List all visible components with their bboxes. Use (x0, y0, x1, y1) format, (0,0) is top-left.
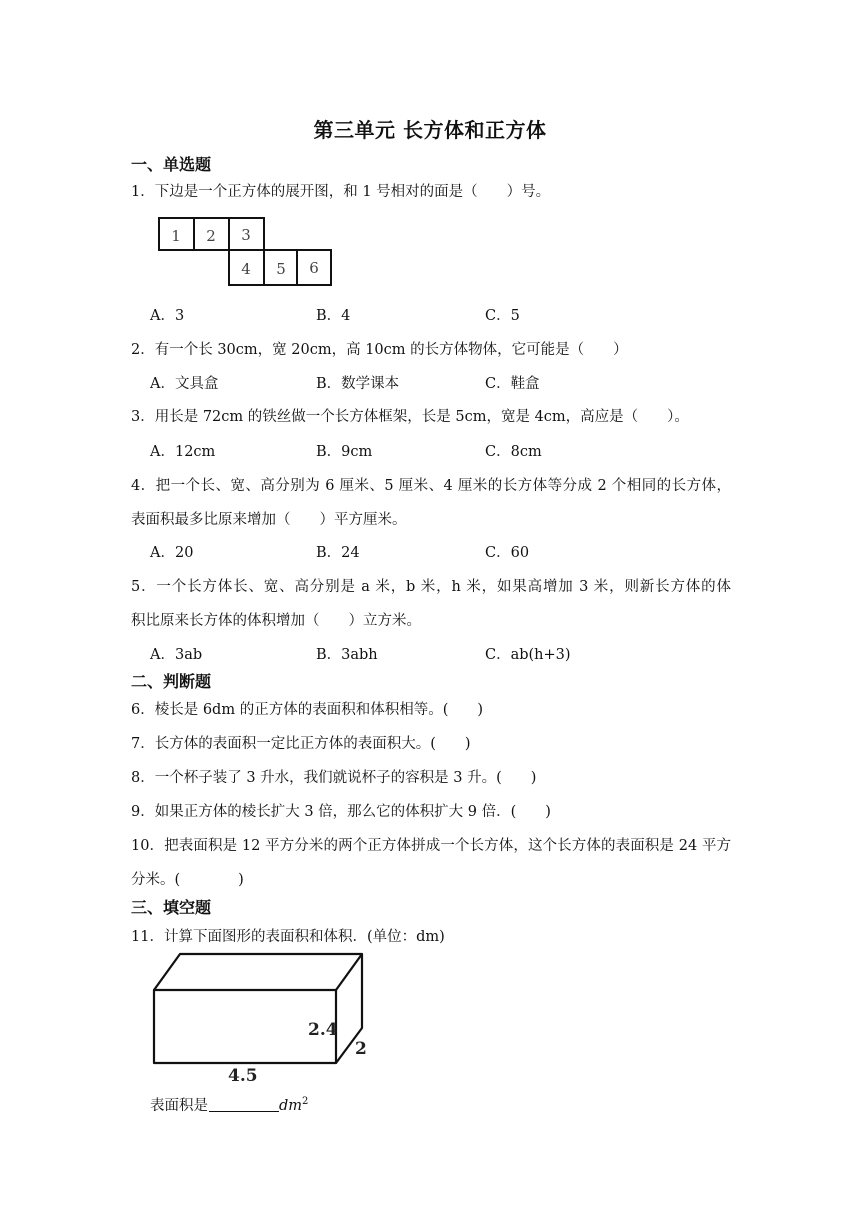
question-9: 9．如果正方体的棱长扩大 3 倍，那么它的体积扩大 9 倍．( ) (131, 804, 551, 820)
section-heading-fill-blank: 三、填空题 (131, 898, 212, 917)
net-label-6: 6 (309, 259, 319, 277)
surface-area-blank[interactable] (209, 1097, 279, 1112)
question-4-option-b: B．24 (316, 545, 360, 561)
question-1-option-b: B．4 (316, 308, 351, 324)
net-label-2: 2 (206, 227, 216, 245)
question-3-option-c: C．8cm (485, 444, 542, 460)
question-5-option-a: A．3ab (150, 647, 203, 663)
surface-area-unit (279, 1098, 308, 1114)
surface-area-label: 表面积是 (150, 1098, 208, 1114)
surface-area-answer-line (150, 1094, 308, 1115)
question-5-option-b: B．3abh (316, 647, 378, 663)
section-heading-single-choice: 一、单选题 (131, 155, 212, 174)
question-6: 6．棱长是 6dm 的正方体的表面积和体积相等。( ) (131, 702, 484, 718)
question-7: 7．长方体的表面积一定比正方体的表面积大。( ) (131, 736, 471, 752)
question-1-option-c: C．5 (485, 308, 520, 324)
question-2-option-a: A．文具盒 (150, 376, 219, 392)
question-1-option-a: A．3 (150, 308, 185, 324)
unit-superscript: 2 (302, 1096, 309, 1108)
cuboid-length-label: 4.5 (228, 1066, 258, 1085)
cube-net-diagram (157, 216, 337, 288)
net-label-1: 1 (171, 227, 181, 245)
question-10-line-2: 分米。( ) (131, 872, 244, 888)
question-10-line-1: 10．把表面积是 12 平方分米的两个正方体拼成一个长方体，这个长方体的表面积是 24 平方 (131, 838, 731, 854)
question-2-stem: 2．有一个长 30cm，宽 20cm，高 10cm 的长方体物体，它可能是（ ） (131, 342, 628, 358)
question-5-stem-line-1: 5．一个长方体长、宽、高分别是 a 米，b 米，h 米，如果高增加 3 米，则新长方体的体 (131, 579, 731, 595)
question-11-stem: 11．计算下面图形的表面积和体积．(单位：dm) (131, 929, 445, 945)
cuboid-diagram (150, 950, 380, 1085)
question-4-stem-line-1: 4．把一个长、宽、高分别为 6 厘米、5 厘米、4 厘米的长方体等分成 2 个相同的长方体， (131, 478, 731, 494)
question-3-stem: 3．用长是 72cm 的铁丝做一个长方体框架，长是 5cm，宽是 4cm，高应是（ ）。 (131, 409, 689, 425)
question-5-option-c: C．ab(h+3) (485, 647, 571, 663)
question-1-stem: 1．下边是一个正方体的展开图，和 1 号相对的面是（ ）号。 (131, 184, 551, 200)
net-label-3: 3 (241, 226, 251, 244)
question-8: 8．一个杯子装了 3 升水，我们就说杯子的容积是 3 升。( ) (131, 770, 537, 786)
question-4-option-c: C．60 (485, 545, 530, 561)
page-title: 第三单元 长方体和正方体 (313, 118, 547, 142)
question-3-option-a: A．12cm (150, 444, 216, 460)
unit-text: dm (279, 1098, 303, 1114)
question-2-option-b: B．数学课本 (316, 376, 400, 392)
question-4-option-a: A．20 (150, 545, 194, 561)
question-4-stem-line-2: 表面积最多比原来增加（ ）平方厘米。 (131, 512, 407, 528)
cuboid-width-label: 2 (355, 1039, 367, 1059)
question-5-stem-line-2: 积比原来长方体的体积增加（ ）立方米。 (131, 613, 421, 629)
section-heading-true-false: 二、判断题 (131, 672, 212, 691)
question-3-option-b: B．9cm (316, 444, 373, 460)
cuboid-top-face (154, 954, 362, 990)
cuboid-height-label: 2.4 (308, 1020, 338, 1040)
net-label-5: 5 (276, 260, 286, 278)
question-2-option-c: C．鞋盒 (485, 376, 540, 392)
net-label-4: 4 (241, 260, 251, 278)
